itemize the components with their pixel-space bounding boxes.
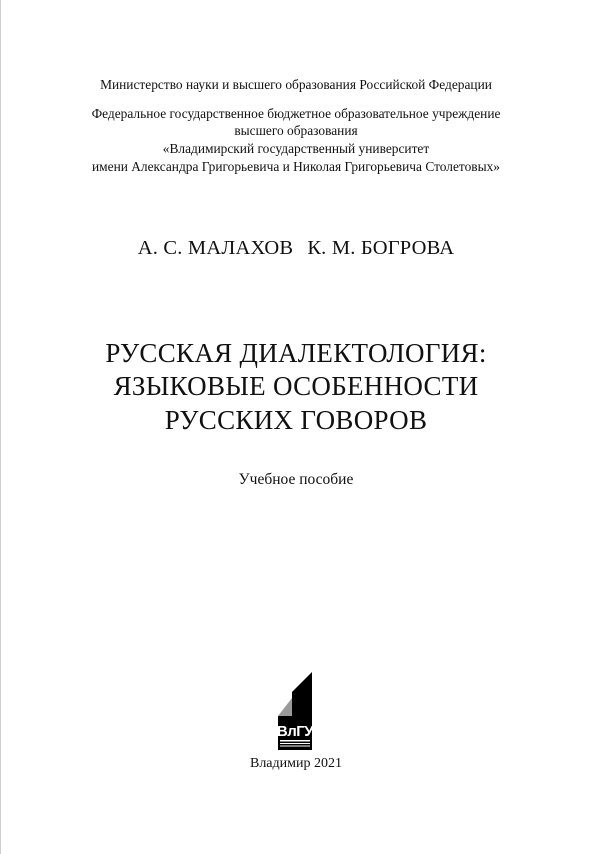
- vlgu-logo-icon: [276, 672, 313, 750]
- title-line-2: ЯЗЫКОВЫЕ ОСОБЕННОСТИ: [113, 371, 479, 401]
- title-line-1: РУССКАЯ ДИАЛЕКТОЛОГИЯ:: [105, 338, 487, 368]
- institution-line-3: «Владимирский государственный университет: [162, 141, 430, 156]
- institution-line-4: имени Александра Григорьевича и Николая Григорьевича Столетовых»: [92, 159, 500, 174]
- svg-text:ВлГУ: ВлГУ: [276, 723, 313, 740]
- institution-line-1: Федеральное государственное бюджетное образовательное учреждение: [91, 106, 501, 121]
- authors: [0, 236, 592, 260]
- ministry-line: Министерство науки и высшего образования Российской Федерации: [100, 77, 492, 92]
- subtitle: Учебное пособие: [238, 471, 354, 488]
- author-2: К. М. БОГРОВА: [307, 237, 455, 259]
- institution-line-2: высшего образования: [234, 123, 358, 138]
- author-1: А. С. МАЛАХОВ: [137, 237, 294, 259]
- city-year: Владимир 2021: [249, 756, 342, 771]
- title-line-3: РУССКИХ ГОВОРОВ: [164, 405, 428, 435]
